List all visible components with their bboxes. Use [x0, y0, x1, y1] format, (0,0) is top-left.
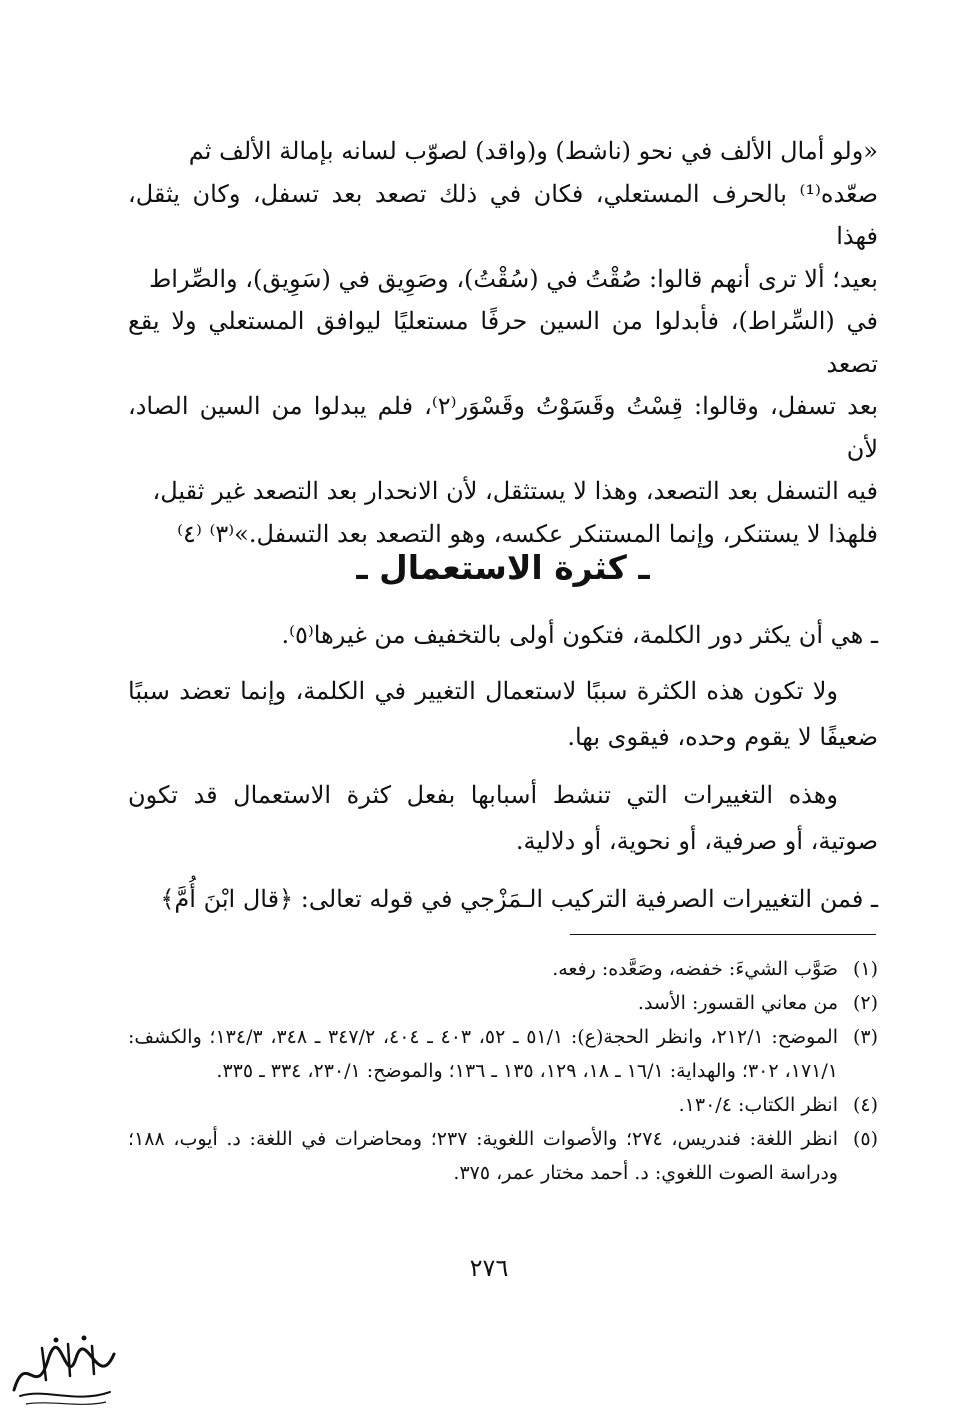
footnote-item — [128, 1122, 878, 1190]
quote-line: «ولو أمال الألف في نحو (ناشط) و(واقد) لصوّب لسانه بإمالة الألف ثم — [188, 137, 878, 165]
footnote-text: انظر الكتاب: ١٣٠/٤. — [678, 1094, 838, 1116]
signature-stamp — [6, 1330, 121, 1410]
footnote-text: انظر اللغة: فندريس، ٢٧٤؛ والأصوات اللغوية: ٢٣٧؛ ومحاضرات في اللغة: د. أيوب، ١٨٨؛ ودراسة الصوت اللغوي: د. أحمد مختار عمر، ٣٧٥. — [128, 1128, 838, 1184]
footnote-item — [128, 1020, 878, 1088]
footnote-item — [128, 986, 878, 1020]
paragraph: وهذه التغييرات التي تنشط أسبابها بفعل كثرة الاستعمال قد تكون صوتية، أو صرفية، أو نحوية، أو دلالية. — [128, 781, 878, 855]
quote-line: بعيد؛ ألا ترى أنهم قالوا: صُقْتُ في (سُقْتُ)، وصَوِيق في (سَوِيق)، والصِّراط — [149, 264, 878, 293]
quote-line: فيه التسفل بعد التصعد، وهذا لا يستثقل، لأن الانحدار بعد التصعد غير ثقيل، — [152, 477, 878, 505]
quote-line: في (السِّراط)، فأبدلوا من السين حرفًا مستعليًا ليوافق المستعلي ولا يقع تصعد — [128, 307, 878, 378]
paragraph: ـ هي أن يكثر دور الكلمة، فتكون أولى بالتخفيف من غيرها⁽٥⁾. — [281, 621, 878, 649]
footnote-text: صَوَّب الشيءَ: خفضه، وصَعَّده: رفعه. — [552, 958, 838, 980]
signature-mark — [6, 1330, 121, 1410]
footnote-number: (١) — [852, 958, 878, 980]
page-number: ٢٧٦ — [469, 1254, 509, 1282]
footnote-number: (٢) — [852, 992, 878, 1014]
footnote-item — [128, 952, 878, 986]
footnote-number: (٣) — [852, 1026, 878, 1048]
footnotes — [128, 952, 878, 1190]
footnote-separator — [570, 934, 876, 935]
quote-line: بعد تسفل، وقالوا: قِسْتُ وقَسَوْتُ وقَسْوَر⁽٢⁾، فلم يبدلوا من السين الصاد، لأن — [128, 392, 879, 463]
quote-line: فلهذا لا يستنكر، وإنما المستنكر عكسه، وهو التصعد بعد التسفل.»⁽٣⁾ ⁽٤⁾ — [177, 519, 878, 548]
paragraph: ـ فمن التغييرات الصرفية التركيب الـمَزْجي في قوله تعالى: ﴿قال ابْنَ أُمَّ﴾ — [160, 885, 878, 913]
footnote-number: (٤) — [852, 1094, 878, 1116]
paragraph: ولا تكون هذه الكثرة سببًا لاستعمال التغيير في الكلمة، وإنما تعضد سببًا ضعيفًا لا يقوم وحده، فيقوى بها. — [128, 677, 878, 751]
footnote-number: (٥) — [852, 1128, 878, 1150]
section-heading: ـ كثرة الاستعمال ـ — [356, 548, 650, 587]
quoted-passage — [128, 130, 878, 555]
footnote-text: الموضح: ٢١٢/١، وانظر الحجة(ع): ٥١/١ ـ ٥٢، ٤٠٣ ـ ٤٠٤، ٣٤٧/٢ ـ ٣٤٨، ١٣٤/٣؛ والكشف: ١٧١/١، ٣٠٢؛ والهداية: ١٦/١ ـ ١٨، ١٢٩، ١٣٥ ـ ١٣٦؛ والموضح: ٢٣٠/١، ٣٣٤ ـ ٣٣٥. — [128, 1026, 839, 1082]
quote-line: صعّده⁽¹⁾ بالحرف المستعلي، فكان في ذلك تصعد بعد تسفل، وكان يثقل، فهذا — [128, 179, 878, 250]
footnote-text: من معاني القسور: الأسد. — [637, 992, 838, 1014]
footnote-item — [128, 1088, 878, 1122]
